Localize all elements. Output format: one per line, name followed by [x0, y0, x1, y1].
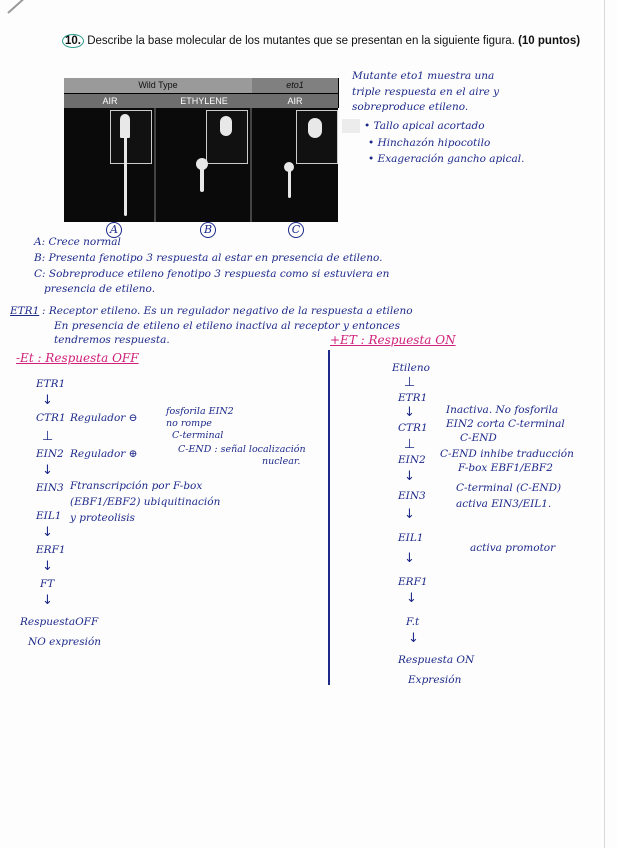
right-etr1: ETR1 — [398, 392, 428, 404]
left-ein2: EIN2 — [36, 448, 64, 460]
arrow-8: ↓ — [404, 507, 415, 522]
right-ein2: EIN2 — [398, 454, 426, 466]
label-c: C — [288, 222, 304, 238]
right-ctr1: CTR1 — [398, 422, 428, 434]
seedling-a-stem — [124, 136, 127, 216]
seedling-b-inset — [220, 116, 232, 136]
right-expr: Expresión — [408, 674, 462, 686]
left-path-title: -Et : Respuesta OFF — [16, 351, 139, 365]
panel-c — [252, 108, 338, 222]
pencil-mark — [7, 0, 44, 14]
highlight-box — [342, 119, 360, 133]
right-erf1: ERF1 — [398, 576, 428, 588]
seedling-a-hook — [120, 114, 130, 138]
right-eil1: EIL1 — [398, 532, 424, 544]
header-eto1: eto1 — [252, 78, 339, 93]
right-resp: Respuesta ON — [398, 654, 475, 666]
right-ft: F.t — [406, 616, 420, 628]
question-number: 10. — [62, 34, 84, 48]
left-ein3-note2: (EBF1/EBF2) ubiquitinación — [70, 496, 221, 508]
right-ein3: EIN3 — [398, 490, 426, 502]
left-ctr1: CTR1 — [36, 412, 66, 424]
eto1-note-line3: sobreproduce etileno. — [352, 101, 469, 113]
left-expr: NO expresión — [28, 636, 102, 648]
inhibit-2: ⊥ — [404, 375, 416, 390]
left-resp: RespuestaOFF — [20, 616, 99, 628]
arrow-2: ↓ — [42, 463, 53, 478]
note-c-line2: presencia de etileno. — [44, 283, 156, 295]
pathway-divider — [328, 350, 330, 685]
left-etr1: ETR1 — [36, 378, 66, 390]
right-ctr1-note2: EIN2 corta C-terminal — [446, 418, 565, 430]
col-air-2: AIR — [252, 93, 339, 108]
right-path-title: +ET : Respuesta ON — [330, 333, 456, 347]
seedling-c-inset — [308, 118, 322, 138]
panel-a-inset — [110, 110, 152, 164]
note-c-line1: C: Sobreproduce etileno fenotipo 3 respuesta como si estuviera en — [34, 268, 390, 280]
arrow-6: ↓ — [404, 405, 415, 420]
seedling-figure — [64, 78, 338, 222]
eto1-bullet2: • Hinchazón hipocotilo — [368, 137, 491, 149]
etr1-tag: ETR1 — [10, 305, 40, 317]
etr1-note-line3: tendremos respuesta. — [54, 334, 170, 346]
inhibit-1: ⊥ — [42, 429, 54, 444]
eto1-bullet3: • Exageración gancho apical. — [368, 153, 525, 165]
note-a: A: Crece normal — [34, 236, 121, 248]
note-b: B: Presenta fenotipo 3 respuesta al estar en presencia de etileno. — [34, 252, 383, 264]
arrow-11: ↓ — [408, 631, 419, 646]
eto1-bullet1: • Tallo apical acortado — [364, 120, 485, 132]
label-b: B — [200, 222, 216, 238]
right-ctr1-note1: Inactiva. No fosforila — [446, 404, 559, 416]
left-eil1: EIL1 — [36, 510, 62, 522]
question-text — [62, 34, 580, 48]
right-eil1-note: activa promotor — [470, 542, 556, 554]
left-ein3-note3: y proteolisis — [70, 512, 135, 524]
etr1-note-line1: : Receptor etileno. Es un regulador negativo de la respuesta a etileno — [42, 305, 413, 317]
question-points: (10 puntos) — [518, 35, 581, 47]
arrow-4: ↓ — [42, 559, 53, 574]
left-ctr1-reg: Regulador ⊖ — [70, 412, 138, 424]
right-ein2-note2: F-box EBF1/EBF2 — [458, 462, 553, 474]
panel-a — [64, 108, 156, 222]
left-ft: FT — [40, 578, 55, 590]
left-ctr1-note2: no rompe — [166, 418, 212, 429]
arrow-10: ↓ — [406, 591, 417, 606]
col-air-1: AIR — [64, 93, 157, 108]
left-cend: C-END : señal localización — [178, 444, 306, 455]
right-ein2-note1: C-END inhibe traducción — [440, 448, 574, 460]
page-edge-line — [604, 0, 605, 848]
right-etileno: Etileno — [392, 362, 430, 374]
seedling-c-stem — [288, 170, 291, 198]
etr1-note-line2: En presencia de etileno el etileno inactiva al receptor y entonces — [54, 320, 400, 332]
left-ein3-note1: Ftranscripción por F-box — [70, 480, 203, 492]
right-ein3-note1: C-terminal (C-END) — [456, 482, 562, 494]
col-ethylene: ETHYLENE — [156, 93, 253, 108]
arrow-1: ↓ — [42, 393, 53, 408]
arrow-5: ↓ — [42, 593, 53, 608]
question-body: Describe la base molecular de los mutantes que se presentan en la siguiente figura. — [87, 35, 515, 47]
right-ein3-note2: activa EIN3/EIL1. — [456, 498, 552, 510]
arrow-3: ↓ — [42, 525, 53, 540]
left-ctr1-note1: fosforila EIN2 — [166, 406, 234, 417]
left-ctr1-note3: C-terminal — [172, 430, 224, 441]
left-ein3: EIN3 — [36, 482, 64, 494]
panel-b — [156, 108, 252, 222]
left-cend2: nuclear. — [262, 456, 301, 467]
eto1-note-line1: Mutante eto1 muestra una — [352, 70, 495, 82]
inhibit-3: ⊥ — [404, 437, 416, 452]
label-a: A — [106, 222, 122, 238]
right-ctr1-note3: C-END — [460, 432, 497, 444]
eto1-note-line2: triple respuesta en el aire y — [352, 86, 500, 98]
arrow-7: ↓ — [404, 469, 415, 484]
header-wild-type: Wild Type — [64, 78, 253, 93]
seedling-b-stem — [200, 168, 204, 192]
left-erf1: ERF1 — [36, 544, 66, 556]
left-ein2-reg: Regulador ⊕ — [70, 448, 138, 460]
arrow-9: ↓ — [404, 551, 415, 566]
